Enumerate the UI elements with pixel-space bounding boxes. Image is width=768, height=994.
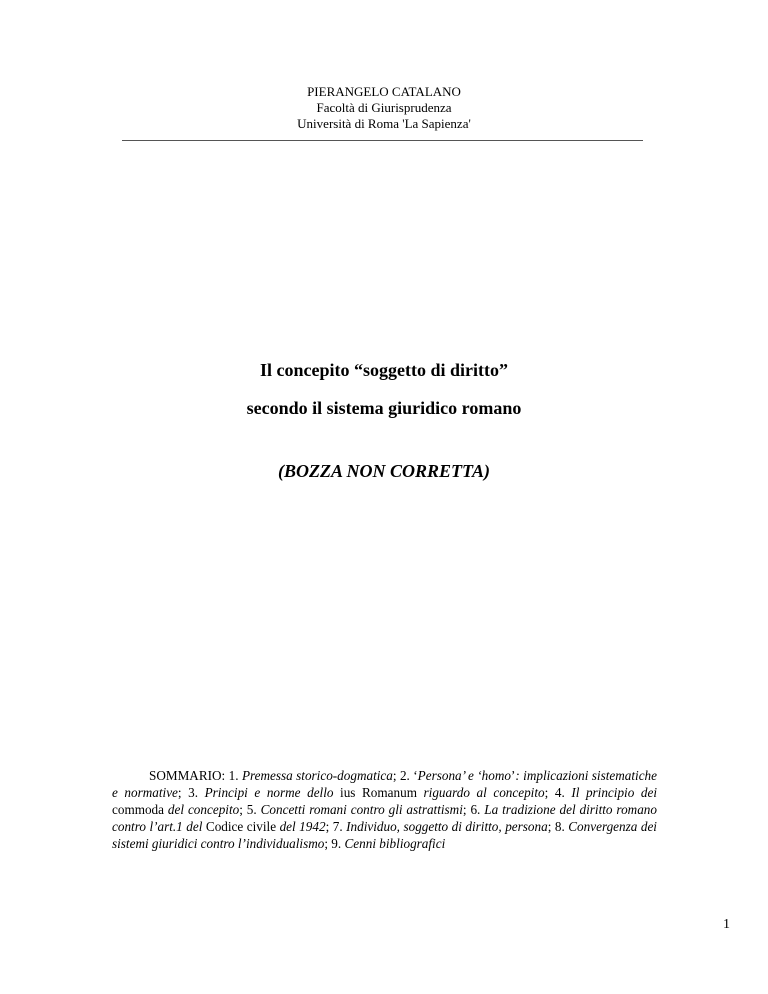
summary-segment: ; 4.: [544, 785, 572, 800]
title-line-1: Il concepito “soggetto di diritto”: [260, 360, 508, 380]
summary-segment: Convergenza dei sistemi giuridici contro l’individualismo: [112, 819, 657, 851]
page-number: 1: [723, 917, 730, 932]
summary-segment: Individuo, soggetto di diritto, persona: [346, 819, 548, 834]
summary-segment: riguardo al concepito: [423, 785, 545, 800]
summary-segment: ius Romanum: [333, 785, 424, 800]
summary-segment: Cenni bibliografici: [344, 836, 446, 851]
header-divider: [122, 140, 643, 141]
summary-segment: Concetti romani contro gli astrattismi: [260, 802, 463, 817]
summary-segment: ’: [510, 768, 516, 783]
summary-segment: ; 7.: [325, 819, 347, 834]
faculty-name: Facoltà di Giurisprudenza: [316, 100, 452, 115]
author-name: PIERANGELO CATALANO: [307, 84, 461, 99]
summary-segment: ; 6.: [462, 802, 485, 817]
summary-segment: ; 5.: [239, 802, 261, 817]
summary-paragraph: [112, 767, 657, 852]
document-header: [0, 84, 768, 132]
summary-segment: Il principio dei: [571, 785, 657, 800]
summary-segment: ; 2. ‘: [392, 768, 418, 783]
title-line-2: secondo il sistema giuridico romano: [246, 398, 522, 418]
summary-segment: La tradizione del diritto romano contro l’art.1 del: [112, 802, 657, 834]
summary-segment: Codice civile: [202, 819, 280, 834]
summary-segment: Persona’ e ‘homo: [417, 768, 511, 783]
summary-segment: Premessa storico-dogmatica: [241, 768, 393, 783]
university-name: Università di Roma 'La Sapienza': [297, 116, 471, 131]
summary-segment: del 1942: [279, 819, 326, 834]
summary-segment: Principi e norme dello: [204, 785, 334, 800]
summary-segment: : implicazioni sistematiche e normative: [112, 768, 657, 800]
summary-segment: commoda: [112, 802, 168, 817]
summary-segment: del concepito: [167, 802, 240, 817]
summary-segment: SOMMARIO: 1.: [149, 768, 242, 783]
draft-note: (BOZZA NON CORRETTA): [277, 461, 491, 481]
summary-segment: ; 8.: [547, 819, 569, 834]
summary-segment: ; 3.: [177, 785, 205, 800]
summary-segment: ; 9.: [324, 836, 345, 851]
